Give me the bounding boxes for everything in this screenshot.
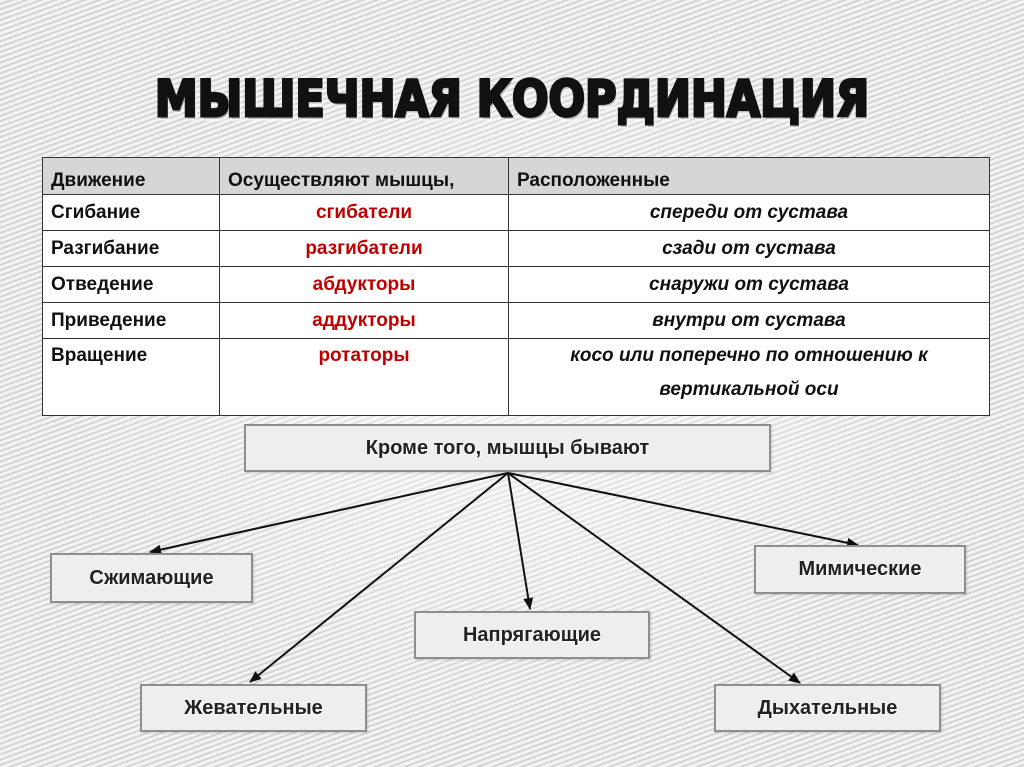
slide-title: МЫШЕЧНАЯ КООРДИНАЦИЯ [154,70,870,128]
arrow-to-tensing [508,473,530,609]
arrow-to-compressing [150,473,508,552]
cell-muscles: ротаторы [220,339,509,416]
cell-muscles: абдукторы [220,267,509,303]
compressing-box [50,553,253,603]
root-box [244,424,771,472]
chewing-box [140,684,367,732]
respiratory-box [714,684,941,732]
tensing-label: Напрягающие [462,623,602,646]
mimic-box [754,545,966,594]
compressing-label: Сжимающие [89,566,214,589]
cell-location-line2: вертикальной оси [659,379,839,400]
root-box-label: Кроме того, мышцы бывают [365,436,650,459]
cell-movement: Сгибание [43,195,220,231]
cell-movement: Приведение [43,303,220,339]
cell-location: спереди от сустава [509,195,990,231]
cell-muscles: разгибатели [220,231,509,267]
cell-location: снаружи от сустава [509,267,990,303]
cell-movement: Отведение [43,267,220,303]
tensing-box [414,611,650,659]
cell-location-line1: косо или поперечно по отношению к [570,345,928,366]
cell-movement: Разгибание [43,231,220,267]
cell-movement: Вращение [43,339,220,416]
header-movement: Движение [43,158,220,195]
cell-muscles: сгибатели [220,195,509,231]
cell-location: сзади от сустава [509,231,990,267]
header-location: Расположенные [509,158,990,195]
arrow-to-mimic [508,473,858,545]
chewing-label: Жевательные [184,696,323,719]
cell-location: внутри от сустава [509,303,990,339]
header-muscles: Осуществляют мышцы, [220,158,509,195]
mimic-label: Мимические [798,558,922,580]
cell-muscles: аддукторы [220,303,509,339]
respiratory-label: Дыхательные [757,696,898,719]
